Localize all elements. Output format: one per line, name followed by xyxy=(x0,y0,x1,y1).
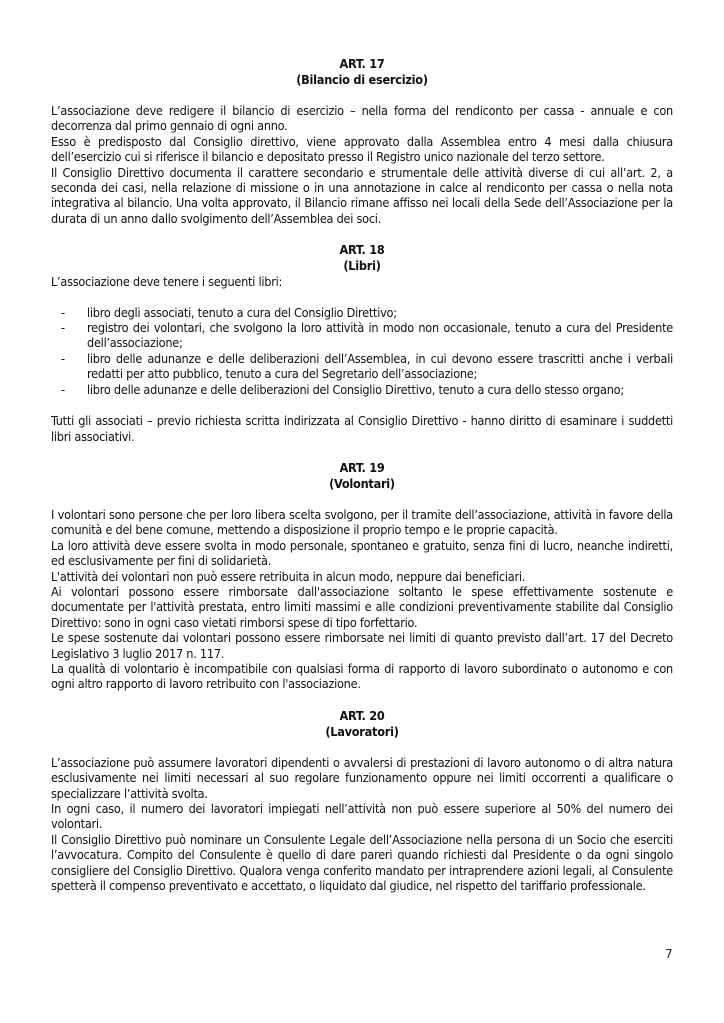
article-17 xyxy=(51,56,673,226)
list-item: - libro delle adunanze e delle deliberazioni del Consiglio Direttivo, tenuto a cura dello stesso organo; xyxy=(51,382,673,397)
paragraph: In ogni caso, il numero dei lavoratori impiegati nell’attività non può essere superiore al 50% del numero dei volontari. xyxy=(51,801,673,832)
list-item: - libro delle adunanze e delle deliberazioni dell’Assemblea, in cui devono essere trascritti anche i verbali redatti per atto pubblico, tenuto a cura del Segretario dell’associazione; xyxy=(51,351,673,382)
paragraph: Tutti gli associati – previo richiesta scritta indirizzata al Consiglio Direttivo - hanno diritto di esaminare i suddetti libri associativi. xyxy=(51,413,673,444)
paragraph: L’associazione deve redigere il bilancio di esercizio – nella forma del rendiconto per cassa - annuale e con decorrenza dal primo gennaio di ogni anno. xyxy=(51,103,673,134)
page-number: 7 xyxy=(665,947,673,961)
article-18 xyxy=(51,242,673,444)
paragraph: Il Consiglio Direttivo documenta il carattere secondario e strumentale delle attività diverse di cui all’art. 2, a seconda dei casi, nella relazione di missione o in una annotazione in calce al rendiconto per cassa o nella nota integrativa al bilancio. Una volta approvato, il Bilancio rimane affisso nei locali della Sede dell’Associazione per la durata di un anno dallo svolgimento dell’Assemblea dei soci. xyxy=(51,164,673,226)
article-title: (Bilancio di esercizio) xyxy=(296,72,428,87)
paragraph: L'attività dei volontari non può essere retribuita in alcun modo, neppure dai beneficiari. xyxy=(51,568,526,584)
list-item: - registro dei volontari, che svolgono la loro attività in modo non occasionale, tenuto a cura del Presidente dell’associazione; xyxy=(51,320,673,351)
paragraph: L’associazione può assumere lavoratori dipendenti o avvalersi di prestazioni di lavoro autonomo o di altra natura esclusivamente nei limiti necessari al suo regolare funzionamento oppure nei limiti occorrenti a qualificare o specializzare l’attività svolta. xyxy=(51,754,673,801)
article-title: (Lavoratori) xyxy=(325,723,399,739)
article-number: ART. 19 xyxy=(339,459,385,475)
article-20 xyxy=(51,708,673,894)
article-19 xyxy=(51,460,673,692)
article-number: ART. 17 xyxy=(339,56,385,71)
paragraph: Esso è predisposto dal Consiglio direttivo, viene approvato dalla Assemblea entro 4 mesi dalla chiusura dell’esercizio cui si riferisce il bilancio e depositato presso il Registro unico nazionale del terzo settore. xyxy=(51,133,673,165)
paragraph: Le spese sostenute dai volontari possono essere rimborsate nei limiti di quanto previsto dall’art. 17 del Decreto Legislativo 3 luglio 2017 n. 117. xyxy=(51,630,673,661)
article-title: (Libri) xyxy=(343,258,381,274)
paragraph: Il Consiglio Direttivo può nominare un Consulente Legale dell’Associazione nella persona di un Socio che eserciti l’avvocatura. Compito del Consulente è quello di dare pareri quando richiesti dal Presidente o da ogni singolo consigliere del Consiglio Direttivo. Qualora venga conferito mandato per intraprendere azioni legali, al Consulente spetterà il compenso preventivato e accettato, o liquidato dal giudice, nel rispetto del tariffario professionale. xyxy=(51,831,673,894)
paragraph: Ai volontari possono essere rimborsate dall'associazione soltanto le spese effettivamente sostenute e documentate per l'attività prestata, entro limiti massimi e alle condizioni preventivamente stabilite dal Consiglio Direttivo: sono in ogni caso vietati rimborsi spese di tipo forfettario. xyxy=(51,583,673,630)
document-page xyxy=(51,56,673,893)
paragraph: La loro attività deve essere svolta in modo personale, spontaneo e gratuito, senza fini di lucro, neanche indiretti, ed esclusivamente per fini di solidarietà. xyxy=(51,537,673,569)
article-title: (Volontari) xyxy=(329,475,395,491)
article-number: ART. 18 xyxy=(339,242,385,258)
paragraph: L’associazione deve tenere i seguenti libri: xyxy=(51,274,283,290)
books-list xyxy=(51,305,673,397)
paragraph: I volontari sono persone che per loro libera scelta svolgono, per il tramite dell’associazione, attività in favore della comunità e del bene comune, mettendo a disposizione il proprio tempo e le proprie capacità. xyxy=(51,506,673,538)
list-item: - libro degli associati, tenuto a cura del Consiglio Direttivo; xyxy=(51,305,673,320)
article-number: ART. 20 xyxy=(339,707,385,723)
paragraph: La qualità di volontario è incompatibile con qualsiasi forma di rapporto di lavoro subordinato o autonomo e con ogni altro rapporto di lavoro retribuito con l'associazione. xyxy=(51,660,673,692)
